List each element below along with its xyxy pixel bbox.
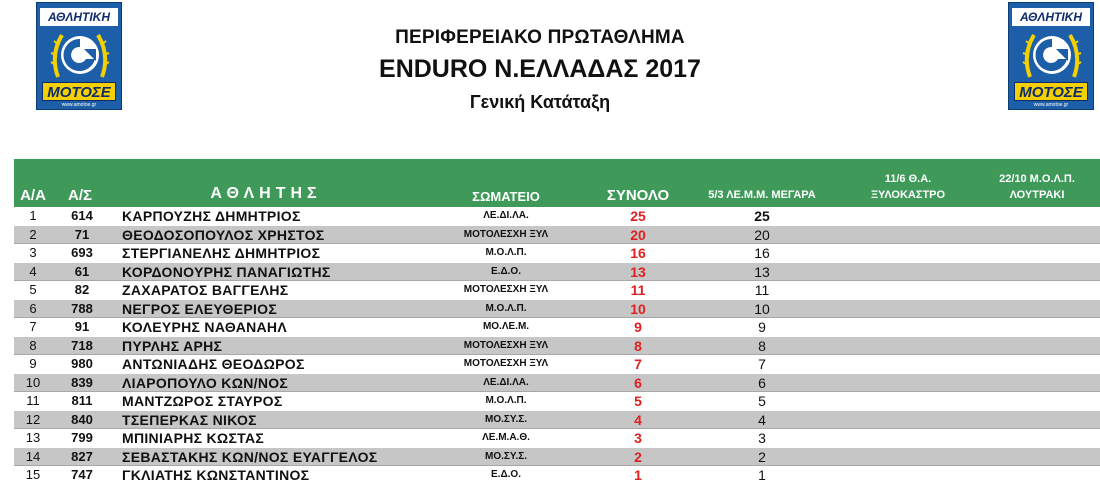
table-row	[14, 466, 1100, 485]
position-cell: 9	[29, 356, 37, 371]
position-cell: 8	[29, 337, 37, 353]
column-header-race-megara: 5/3 ΛΕ.Μ.Μ. ΜΕΓΑΡΑ	[708, 189, 816, 201]
race-megara-points-cell: 16	[754, 245, 770, 261]
total-points-cell: 6	[634, 374, 642, 391]
table-row	[14, 207, 1100, 226]
race-number-cell: 693	[71, 245, 93, 260]
club-cell: Μ.Ο.Λ.Π.	[485, 247, 527, 258]
standings-table	[14, 159, 1100, 485]
club-cell: ΛΕ.ΔΙ.ΛΑ.	[483, 376, 529, 388]
race-number-cell: 788	[71, 300, 93, 316]
athlete-name-cell: ΤΣΕΠΕΡΚΑΣ ΝΙΚΟΣ	[122, 411, 257, 428]
total-points-cell: 5	[634, 393, 642, 409]
athlete-name-cell: ΜΑΝΤΖΩΡΟΣ ΣΤΑΥΡΟΣ	[122, 393, 283, 409]
race-loutraki-date: 22/10 Μ.Ο.Λ.Π.	[999, 173, 1075, 185]
race-megara-points-cell: 5	[758, 393, 766, 409]
race-loutraki-place: ΛΟΥΤΡΑΚΙ	[1009, 189, 1065, 201]
table-body	[14, 207, 1100, 485]
total-points-cell: 3	[634, 430, 642, 446]
race-megara-points-cell: 6	[758, 374, 766, 391]
table-row	[14, 244, 1100, 263]
athlete-name-cell: ΣΕΒΑΣΤΑΚΗΣ ΚΩΝ/ΝΟΣ ΕΥΑΓΓΕΛΟΣ	[122, 448, 378, 465]
column-header-race-loutraki	[974, 171, 1100, 203]
championship-title: ΠΕΡΙΦΕΡΕΙΑΚΟ ΠΡΩΤΑΘΛΗΜΑ	[395, 27, 685, 48]
club-cell: Μ.Ο.Λ.Π.	[485, 395, 527, 406]
column-header-total: ΣΥΝΟΛΟ	[606, 187, 670, 204]
club-cell: ΜΟΤΟΛΕΣΧΗ ΞΥΛ	[463, 358, 549, 369]
position-cell: 10	[25, 374, 41, 390]
total-points-cell: 20	[630, 226, 646, 243]
total-points-cell: 8	[634, 337, 642, 354]
total-points-cell: 9	[634, 319, 642, 335]
race-megara-points-cell: 7	[758, 356, 766, 372]
motoe-emblem-icon	[48, 25, 112, 83]
race-number-cell: 799	[71, 430, 93, 445]
table-row	[14, 226, 1100, 245]
athlete-name-cell: ΘΕΟΔΟΣΟΠΟΥΛΟΣ ΧΡΗΣΤΟΣ	[122, 226, 325, 243]
logo-top-text: ΑΘΛΗΤΙΚΗ	[40, 8, 118, 26]
race-megara-points-cell: 25	[754, 208, 770, 224]
column-header-athlete: ΑΘΛΗΤΗΣ	[210, 185, 322, 202]
total-points-cell: 7	[634, 356, 642, 372]
club-cell: ΜΟ.ΣΥ.Σ.	[484, 413, 528, 425]
logo-top-text: ΑΘΛΗΤΙΚΗ	[1012, 8, 1090, 26]
motoe-emblem-icon	[1020, 25, 1084, 83]
position-cell: 15	[25, 467, 41, 482]
position-cell: 12	[25, 411, 41, 427]
athlete-name-cell: ΚΑΡΠΟΥΖΗΣ ΔΗΜΗΤΡΙΟΣ	[122, 208, 301, 224]
club-cell: Ε.Δ.Ο.	[491, 265, 521, 277]
athlete-name-cell: ΚΟΡΔΟΝΟΥΡΗΣ ΠΑΝΑΓΙΩΤΗΣ	[122, 263, 331, 280]
logo-bottom-text: ΜΟΤΟΣΕ	[1014, 82, 1088, 101]
total-points-cell: 25	[630, 208, 646, 224]
race-megara-points-cell: 13	[754, 263, 770, 280]
total-points-cell: 13	[630, 263, 646, 280]
total-points-cell: 1	[634, 467, 642, 483]
athlete-name-cell: ΜΠΙΝΙΑΡΗΣ ΚΩΣΤΑΣ	[122, 430, 265, 446]
table-row	[14, 337, 1100, 356]
athlete-name-cell: ΚΟΛΕΥΡΗΣ ΝΑΘΑΝΑΗΛ	[122, 319, 287, 335]
race-number-cell: 827	[71, 448, 93, 464]
total-points-cell: 2	[634, 448, 642, 465]
logo-left	[36, 2, 122, 110]
position-cell: 4	[29, 263, 37, 279]
column-header-race-xylokastro	[830, 171, 986, 203]
race-number-cell: 82	[74, 282, 90, 297]
table-row	[14, 300, 1100, 319]
club-cell: Ε.Δ.Ο.	[491, 469, 521, 480]
club-cell: ΛΕ.ΔΙ.ΛΑ.	[483, 210, 529, 221]
position-cell: 7	[29, 319, 37, 334]
club-cell: ΜΟΤΟΛΕΣΧΗ ΞΥΛ	[463, 284, 549, 295]
total-points-cell: 10	[630, 300, 646, 317]
athlete-name-cell: ΣΤΕΡΓΙΑΝΕΛΗΣ ΔΗΜΗΤΡΙΟΣ	[122, 245, 321, 261]
table-row	[14, 374, 1100, 393]
athlete-name-cell: ΑΝΤΩΝΙΑΔΗΣ ΘΕΟΔΩΡΟΣ	[122, 356, 305, 372]
event-title: ENDURO Ν.ΕΛΛΑΔΑΣ 2017	[379, 55, 701, 83]
table-row	[14, 448, 1100, 467]
athlete-name-cell: ΖΑΧΑΡΑΤΟΣ ΒΑΓΓΕΛΗΣ	[122, 282, 289, 298]
logo-bottom-text: ΜΟΤΟΣΕ	[42, 82, 116, 101]
logo-url: www.amotoe.gr	[1033, 102, 1069, 108]
race-megara-points-cell: 11	[754, 282, 770, 298]
race-number-cell: 747	[71, 467, 93, 482]
race-xylokastro-place: ΞΥΛΟΚΑΣΤΡΟ	[870, 189, 946, 201]
club-cell: ΛΕ.Μ.Α.Θ.	[482, 432, 530, 443]
column-header-club: ΣΩΜΑΤΕΙΟ	[472, 189, 540, 204]
position-cell: 13	[25, 430, 41, 445]
race-megara-points-cell: 3	[758, 430, 766, 446]
race-number-cell: 839	[71, 374, 93, 390]
race-number-cell: 718	[71, 337, 93, 353]
athlete-name-cell: ΝΕΓΡΟΣ ΕΛΕΥΘΕΡΙΟΣ	[122, 300, 278, 317]
race-number-cell: 614	[71, 208, 93, 223]
club-cell: ΜΟ.ΣΥ.Σ.	[484, 450, 528, 462]
race-megara-points-cell: 1	[758, 467, 766, 483]
race-xylokastro-date: 11/6 Θ.Α.	[884, 173, 932, 185]
race-number-cell: 980	[71, 356, 93, 371]
total-points-cell: 16	[630, 245, 646, 261]
table-row	[14, 281, 1100, 300]
table-row	[14, 392, 1100, 411]
table-row	[14, 429, 1100, 448]
race-megara-points-cell: 4	[758, 411, 766, 428]
race-number-cell: 71	[74, 226, 90, 242]
club-cell: ΜΟΤΟΛΕΣΧΗ ΞΥΛ	[463, 339, 549, 351]
logo-right	[1008, 2, 1094, 110]
club-cell: ΜΟΤΟΛΕΣΧΗ ΞΥΛ	[463, 228, 549, 240]
position-cell: 14	[25, 448, 41, 464]
race-number-cell: 811	[71, 393, 93, 408]
club-cell: ΜΟ.ΛΕ.Μ.	[482, 321, 530, 332]
table-row	[14, 411, 1100, 430]
column-header-race-number: Α/Σ	[67, 187, 92, 204]
position-cell: 3	[29, 245, 37, 260]
classification-subtitle: Γενική Κατάταξη	[469, 92, 611, 112]
logo-url: www.amotoe.gr	[61, 102, 97, 108]
position-cell: 1	[29, 208, 37, 223]
athlete-name-cell: ΠΥΡΛΗΣ ΑΡΗΣ	[122, 337, 223, 354]
club-cell: Μ.Ο.Λ.Π.	[485, 302, 527, 314]
table-header	[14, 159, 1100, 207]
table-row	[14, 355, 1100, 374]
position-cell: 6	[29, 300, 37, 316]
total-points-cell: 4	[634, 411, 642, 428]
race-number-cell: 91	[74, 319, 90, 334]
race-megara-points-cell: 10	[754, 300, 770, 317]
column-header-position: Α/Α	[20, 187, 46, 204]
position-cell: 11	[26, 393, 40, 408]
position-cell: 2	[29, 226, 37, 242]
table-row	[14, 263, 1100, 282]
total-points-cell: 11	[630, 282, 646, 298]
athlete-name-cell: ΛΙΑΡΟΠΟΥΛΟ ΚΩΝ/ΝΟΣ	[122, 374, 289, 391]
race-number-cell: 840	[71, 411, 93, 427]
race-number-cell: 61	[74, 263, 90, 279]
race-megara-points-cell: 20	[754, 226, 770, 243]
race-megara-points-cell: 2	[758, 448, 766, 465]
athlete-name-cell: ΓΚΛΙΑΤΗΣ ΚΩΝΣΤΑΝΤΙΝΟΣ	[122, 467, 310, 483]
position-cell: 5	[29, 282, 37, 297]
race-megara-points-cell: 8	[758, 337, 766, 354]
race-megara-points-cell: 9	[758, 319, 766, 335]
table-row	[14, 318, 1100, 337]
